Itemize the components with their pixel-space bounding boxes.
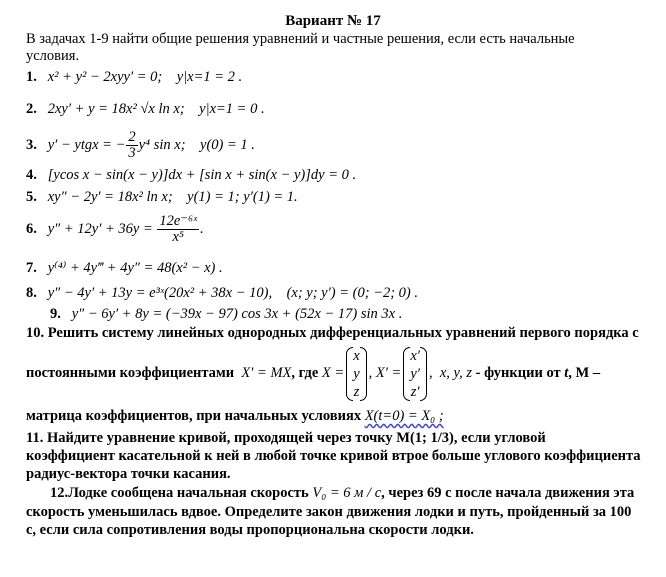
fraction-denominator: x⁵ (172, 229, 184, 245)
problem-10-text-a: постоянными коэффициентами (26, 365, 235, 381)
x-vector-label: X = (321, 365, 345, 381)
problem-number: 9. (50, 306, 61, 322)
vector-entry: y (353, 365, 360, 382)
problem-10-t: t (564, 365, 569, 381)
problem-3 (26, 130, 255, 161)
problem-5 (26, 188, 298, 206)
vector-entry: x (353, 347, 360, 364)
problem-equation: 2xy′ + y = 18x² √x ln x; (47, 101, 185, 117)
problem-number: 6. (26, 220, 37, 237)
problem-condition: (x; y; y′) = (0; −2; 0) . (286, 285, 419, 301)
problem-10-text-e: , M – (568, 365, 601, 381)
problem-10-line2: постоянными коэффициентами X′ = MX, где X = x y z , X′ = x′ y′ z′ , x, y, z - функции от t, M – (26, 347, 601, 400)
problem-10-text-f: матрица коэффициентов, при начальных условиях (26, 408, 362, 424)
fraction-numerator: 12e⁻⁶ˣ (159, 213, 198, 229)
problem-equation: [ycos x − sin(x − y)]dx + [sin x + sin(x − y)]dy = 0 . (47, 167, 357, 183)
problem-number: 5. (26, 189, 37, 205)
problem-condition: y(1) = 1; y′(1) = 1. (187, 189, 298, 205)
problem-12-text-b: , через 69 с после начала движения эта (381, 485, 635, 501)
problem-equation-left: y′ − ytgx = − (47, 136, 126, 153)
problem-equation: y″ − 6y′ + 8y = (−39x − 97) cos 3x + (52x − 17) sin 3x . (71, 306, 403, 322)
x-vector (346, 347, 366, 401)
problem-2 (26, 100, 265, 118)
vector-entry: z (353, 383, 360, 400)
problem-12-line1 (50, 484, 634, 502)
problem-number: 8. (26, 285, 37, 301)
fraction-denominator: 3 (128, 145, 136, 161)
problem-equation-right: . (200, 220, 204, 237)
problem-10-equation: X′ = MX (241, 365, 292, 381)
problem-equation: xy″ − 2y′ = 18x² ln x; (47, 189, 173, 205)
problem-11-line2: коэффициент касательной к ней в любой точке кривой втрое больше углового коэффициента (26, 448, 641, 464)
problem-equation: y″ − 4y′ + 13y = e³ˣ(20x² + 38x − 10), (47, 285, 273, 301)
x-prime-vector (403, 347, 427, 401)
problem-10-line3 (26, 407, 444, 425)
problem-condition: y|x=1 = 0 . (199, 101, 265, 117)
x-prime-vector-label: X′ = (375, 365, 402, 381)
problem-6 (26, 214, 204, 245)
problem-number: 1. (26, 69, 37, 85)
problem-12-number: 12. (50, 485, 69, 501)
problem-9 (50, 305, 402, 323)
problem-10-text-b: , где (291, 365, 319, 381)
intro-text-line1: В задачах 1-9 найти общие решения уравнений и частные решения, если есть начальные (26, 31, 575, 47)
fraction-numerator: 2 (128, 129, 136, 145)
problem-10-vars: x, y, z (439, 365, 473, 381)
problem-number: 2. (26, 101, 37, 117)
problem-12-text-a: Лодке сообщена начальная скорость (68, 485, 309, 501)
problem-10-initial-condition: X(t=0) = X₀ ; (364, 408, 444, 424)
problem-10-line1: 10. Решить систему линейных однородных дифференциальных уравнений первого порядка с (26, 325, 639, 341)
problem-condition: y(0) = 1 . (200, 136, 255, 153)
problem-equation-right: y⁴ sin x; (138, 136, 186, 153)
problem-8 (26, 284, 418, 302)
problem-number: 3. (26, 136, 37, 153)
problem-condition: y|x=1 = 2 . (176, 69, 243, 85)
problem-fraction (126, 130, 137, 161)
problem-11-line3: радиус-вектора точки касания. (26, 466, 231, 482)
problem-equation: x² + y² − 2xyy′ = 0; (47, 69, 163, 85)
problem-12-line3: с, если сила сопротивления воды пропорциональна скорости лодки. (26, 522, 474, 538)
intro-text-line2: условия. (26, 48, 80, 64)
page-title: Вариант № 17 (285, 13, 381, 29)
problem-equation: y⁽⁴⁾ + 4y‴ + 4y″ = 48(x² − x) . (47, 260, 223, 276)
vector-entry: y′ (410, 365, 420, 382)
vector-entry: z′ (410, 383, 420, 400)
problem-number: 4. (26, 167, 37, 183)
problem-4 (26, 166, 356, 184)
problem-equation-left: y″ + 12y′ + 36y = (47, 220, 153, 237)
problem-fraction (157, 214, 199, 245)
problem-number: 7. (26, 260, 37, 276)
problem-7 (26, 259, 223, 277)
problem-1 (26, 68, 242, 86)
problem-11-line1: 11. Найдите уравнение кривой, проходящей через точку М(1; 1/3), если угловой (26, 430, 546, 446)
problem-10-text-d: - функции от (475, 365, 561, 381)
problem-12-line2: скорость уменьшилась вдвое. Определите закон движения лодки и путь, пройденный за 100 (26, 504, 632, 520)
vector-entry: x′ (410, 347, 420, 364)
problem-12-velocity: V₀ = 6 м / с (312, 485, 382, 501)
